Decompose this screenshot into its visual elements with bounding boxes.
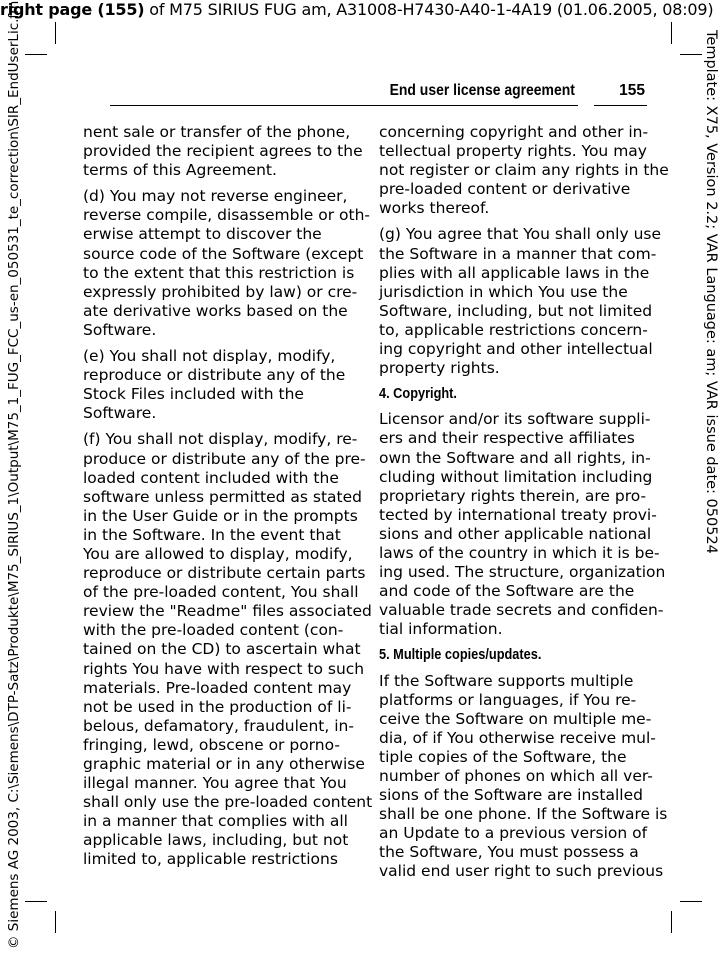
- text-line: (g) You agree that You shall only use: [379, 225, 662, 244]
- text-line: in a manner that complies with all: [83, 812, 348, 831]
- text-line: in the User Guide or in the prompts: [83, 506, 358, 525]
- text-line: platforms or languages, if You re-: [379, 690, 637, 709]
- text-line: ing used. The structure, organization: [379, 563, 666, 582]
- paragraph: [83, 430, 373, 869]
- text-line: valid end user right to such previous: [379, 862, 664, 881]
- text-line: materials. Pre-loaded content may: [83, 678, 352, 697]
- text-line: (d) You may not reverse engineer,: [83, 187, 348, 206]
- crop-mark: [671, 22, 672, 44]
- crop-mark: [25, 901, 47, 902]
- text-line: tial information.: [379, 620, 503, 639]
- print-info-page: right page (155): [0, 0, 145, 19]
- print-info-details: of M75 SIRIUS FUG am, A31008-H7430-A40-1-4A19 (01.06.2005, 08:09): [144, 0, 714, 19]
- text-line: produce or distribute any of the pre-: [83, 449, 366, 468]
- text-line: provided the recipient agrees to the: [83, 142, 363, 161]
- paragraph: [83, 187, 371, 340]
- right-column: [379, 123, 669, 889]
- text-line: (f) You shall not display, modify, re-: [83, 430, 358, 449]
- text-line: dia, of if You otherwise receive mul-: [379, 728, 656, 747]
- text-line: illegal manner. You agree that You: [83, 774, 347, 793]
- text-line: tained on the CD) to ascertain what: [83, 640, 361, 659]
- text-line: expressly prohibited by law) or cre-: [83, 282, 358, 301]
- text-line: terms of this Agreement.: [83, 161, 277, 180]
- paragraph: [83, 123, 363, 180]
- text-line: own the Software and all rights, in-: [379, 448, 651, 467]
- text-line: sions and other applicable national: [379, 524, 652, 543]
- text-line: Software.: [83, 320, 157, 339]
- text-line: You are allowed to display, modify,: [83, 544, 353, 563]
- paragraph: [379, 410, 666, 639]
- text-line: and code of the Software are the: [379, 582, 635, 601]
- paragraph: [379, 225, 662, 378]
- header-rule: [110, 105, 578, 106]
- text-line: graphic material or in any otherwise: [83, 755, 365, 773]
- text-line: ate derivative works based on the: [83, 301, 348, 320]
- text-line: (e) You shall not display, modify,: [83, 347, 336, 366]
- text-line: tellectual property rights. You may: [379, 142, 647, 161]
- text-line: rights You have with respect to such: [83, 659, 365, 678]
- text-line: works thereof.: [379, 199, 490, 218]
- text-line: number of phones on which all ver-: [379, 767, 653, 785]
- text-line: tiple copies of the Software, the: [379, 747, 627, 766]
- text-line: limited to, applicable restrictions: [83, 850, 338, 869]
- text-line: property rights.: [379, 359, 500, 378]
- text-line: valuable trade secrets and confiden-: [379, 601, 664, 620]
- text-line: nent sale or transfer of the phone,: [83, 123, 351, 141]
- text-line: Software, including, but not limited: [379, 301, 653, 320]
- print-info-line: [0, 0, 713, 19]
- text-line: the Software, You must possess a: [379, 843, 639, 862]
- paragraph: [379, 123, 669, 218]
- text-line: pre-loaded content or derivative: [379, 180, 631, 199]
- text-line: laws of the country in which it is be-: [379, 543, 660, 562]
- paragraph: [83, 347, 349, 423]
- text-line: sions of the Software are installed: [379, 786, 643, 805]
- text-line: ceive the Software on multiple me-: [379, 709, 652, 728]
- text-line: shall only use the pre-loaded content: [83, 793, 373, 812]
- template-info: Template: X75, Version 2.2; VAR Language: am; VAR issue date: 050524: [703, 30, 719, 554]
- crop-mark: [671, 911, 672, 933]
- text-line: concerning copyright and other in-: [379, 123, 649, 141]
- text-line: reproduce or distribute any of the: [83, 366, 346, 385]
- text-line: in the Software. In the event that: [83, 525, 341, 544]
- text-line: If the Software supports multiple: [379, 671, 634, 690]
- running-header: [110, 80, 647, 108]
- crop-mark: [680, 54, 702, 55]
- text-line: reverse compile, disassemble or oth-: [83, 206, 371, 225]
- text-line: plies with all applicable laws in the: [379, 263, 650, 282]
- crop-mark: [25, 54, 47, 55]
- text-line: with the pre-loaded content (con-: [83, 621, 344, 640]
- text-line: of the pre-loaded content, You shall: [83, 583, 359, 602]
- text-line: applicable laws, including, but not: [83, 831, 349, 850]
- section-heading: 5. Multiple copies/updates.: [379, 647, 542, 664]
- text-line: to, applicable restrictions concern-: [379, 320, 648, 339]
- crop-mark: [680, 901, 702, 902]
- text-line: tected by international treaty provi-: [379, 505, 657, 524]
- text-line: reproduce or distribute certain parts: [83, 564, 366, 583]
- text-line: erwise attempt to discover the: [83, 225, 322, 244]
- copyright-path: © Siemens AG 2003, C:\Siemens\DTP-Satz\Produkte\M75_SIRIUS_1\Output\M75_1_FUG_FCC_us-en_050531_te_correction\SIR_EndUserLic.fm: [6, 0, 22, 949]
- text-line: source code of the Software (except: [83, 244, 364, 263]
- text-line: fringing, lewd, obscene or porno-: [83, 735, 340, 754]
- text-line: software unless permitted as stated: [83, 487, 362, 506]
- paragraph: [379, 671, 668, 882]
- page-number: 155: [619, 82, 645, 99]
- text-line: an Update to a previous version of: [379, 824, 648, 843]
- text-line: shall be one phone. If the Software is: [379, 805, 668, 824]
- crop-mark: [55, 22, 56, 44]
- text-line: cluding without limitation including: [379, 467, 653, 486]
- text-line: to the extent that this restriction is: [83, 263, 355, 282]
- text-line: ers and their respective affiliates: [379, 429, 635, 448]
- crop-mark: [55, 911, 56, 933]
- text-line: not be used in the production of li-: [83, 697, 352, 716]
- text-line: review the "Readme" files associated: [83, 602, 372, 621]
- text-line: jurisdiction in which You use the: [379, 282, 628, 301]
- text-line: Software.: [83, 404, 157, 423]
- header-title: End user license agreement: [389, 82, 575, 99]
- text-line: Licensor and/or its software suppli-: [379, 410, 651, 429]
- text-line: proprietary rights therein, are pro-: [379, 486, 647, 505]
- text-line: loaded content included with the: [83, 468, 339, 487]
- left-column: [83, 123, 373, 877]
- text-line: ing copyright and other intellectual: [379, 340, 653, 359]
- text-line: belous, defamatory, fraudulent, in-: [83, 716, 354, 735]
- text-line: Stock Files included with the: [83, 385, 304, 404]
- page-number-rule: [594, 105, 647, 106]
- section-heading: 4. Copyright.: [379, 386, 457, 403]
- text-line: not register or claim any rights in the: [379, 161, 669, 180]
- text-line: the Software in a manner that com-: [379, 244, 657, 263]
